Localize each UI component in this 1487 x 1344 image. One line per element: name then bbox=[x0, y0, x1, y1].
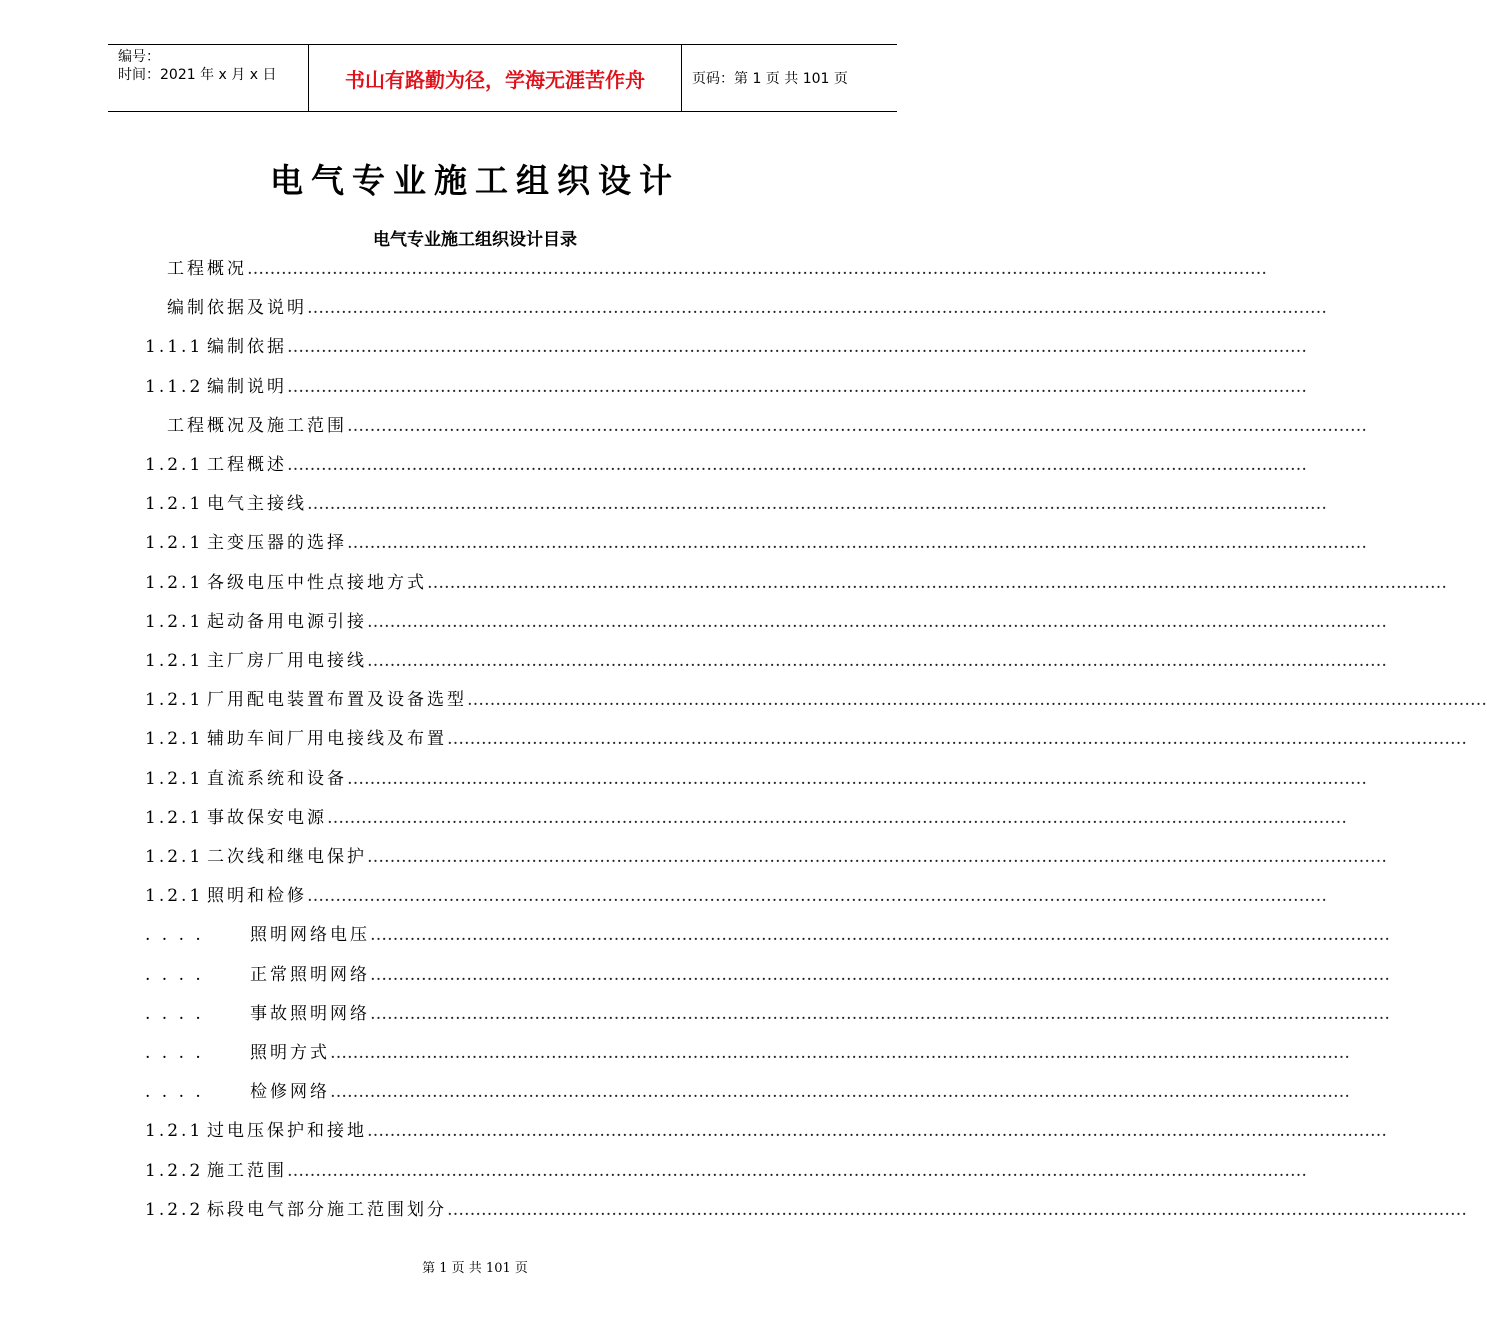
toc-entry-title: 工程概述 bbox=[207, 455, 287, 475]
toc-leader-dots: ……………………………………………………………………………………………………………………………………………………………… bbox=[370, 925, 1390, 946]
toc-leader-dots: ……………………………………………………………………………………………………………………………………………………………… bbox=[447, 1199, 1467, 1220]
document-title: 电气专业施工组织设计 bbox=[270, 161, 680, 200]
toc-entry-title: 照明方式 bbox=[250, 1043, 330, 1063]
toc-leader-dots: ……………………………………………………………………………………………………………………………………………………………… bbox=[347, 533, 1367, 554]
toc-entry bbox=[145, 843, 1387, 871]
toc-entry bbox=[145, 529, 1367, 557]
toc-entry-number: 1.2.1 bbox=[145, 690, 204, 711]
toc-entry-title: 施工范围 bbox=[207, 1160, 287, 1181]
toc-entry bbox=[145, 647, 1387, 675]
toc-entry-title: 过电压保护和接地 bbox=[207, 1121, 367, 1142]
toc-leader-dots: ……………………………………………………………………………………………………………………………………………………………… bbox=[330, 1082, 1350, 1103]
toc-leader-dots: ……………………………………………………………………………………………………………………………………………………………… bbox=[287, 455, 1307, 475]
toc-entry-number: 1.1.1 bbox=[145, 337, 204, 358]
toc-entry bbox=[145, 373, 1307, 401]
toc-leader-dots: ……………………………………………………………………………………………………………………………………………………………… bbox=[370, 964, 1390, 985]
toc-entry-title: 直流系统和设备 bbox=[207, 768, 347, 789]
toc-entry bbox=[145, 608, 1387, 636]
toc-leader-dots: ……………………………………………………………………………………………………………………………………………………………… bbox=[307, 298, 1327, 319]
toc-entry bbox=[145, 569, 1447, 597]
toc-entry-number: 1.2.1 bbox=[145, 651, 204, 671]
toc-leader-dots: ……………………………………………………………………………………………………………………………………………………………… bbox=[467, 690, 1487, 711]
toc-entry bbox=[145, 412, 1367, 440]
toc-entry-number: 1.2.1 bbox=[145, 1121, 204, 1142]
toc-entry bbox=[145, 451, 1307, 479]
toc-entry-title: 各级电压中性点接地方式 bbox=[207, 572, 427, 593]
toc-leader-dots: ……………………………………………………………………………………………………………………………………………………………… bbox=[367, 847, 1387, 867]
toc-entry-number: 1.2.1 bbox=[145, 533, 204, 554]
header-meta bbox=[108, 45, 308, 111]
toc-entry bbox=[145, 333, 1307, 361]
toc-leader-dots: ……………………………………………………………………………………………………………………………………………………………… bbox=[447, 729, 1467, 750]
toc-entry bbox=[145, 1117, 1387, 1145]
toc-leader-dots: ……………………………………………………………………………………………………………………………………………………………… bbox=[347, 768, 1367, 789]
header-motto: 书山有路勤为径，学海无涯苦作舟 bbox=[308, 45, 682, 111]
toc-entry bbox=[145, 294, 1327, 322]
toc-entry-title: 起动备用电源引接 bbox=[207, 611, 367, 632]
toc-entry bbox=[145, 804, 1347, 832]
toc-leader-dots: ……………………………………………………………………………………………………………………………………………………………… bbox=[327, 807, 1347, 828]
toc-entry-title: 编制依据及说明 bbox=[167, 298, 307, 319]
toc-entry bbox=[145, 255, 1267, 283]
toc-entry-number: 1.2.1 bbox=[145, 455, 204, 475]
toc-entry-number: 1.2.1 bbox=[145, 807, 204, 828]
toc-entry-title: 编制依据 bbox=[207, 337, 287, 358]
toc-entry-number: 1.2.1 bbox=[145, 611, 204, 632]
toc-entry-title: 照明网络电压 bbox=[250, 925, 370, 946]
toc-leader-dots: ……………………………………………………………………………………………………………………………………………………………… bbox=[367, 651, 1387, 671]
toc-entry-title: 辅助车间厂用电接线及布置 bbox=[207, 729, 447, 750]
page-header bbox=[108, 44, 897, 112]
toc-entry-title: 正常照明网络 bbox=[250, 964, 370, 985]
toc-entry bbox=[145, 765, 1367, 793]
toc-entry-number: . . . . bbox=[145, 1043, 204, 1063]
number-label: 编号： bbox=[118, 49, 160, 65]
toc-entry-number: . . . . bbox=[145, 925, 204, 946]
toc-entry-title: 二次线和继电保护 bbox=[207, 847, 367, 867]
toc-heading: 电气专业施工组织设计目录 bbox=[373, 230, 577, 250]
toc-entry-title: 检修网络 bbox=[250, 1082, 330, 1103]
toc-entry bbox=[145, 1196, 1467, 1224]
toc-leader-dots: ……………………………………………………………………………………………………………………………………………………………… bbox=[330, 1043, 1350, 1063]
toc-entry-number: 1.2.1 bbox=[145, 729, 204, 750]
toc-entry-title: 事故照明网络 bbox=[250, 1003, 370, 1024]
toc-entry bbox=[145, 961, 1390, 989]
toc-entry-title: 事故保安电源 bbox=[207, 807, 327, 828]
toc-entry bbox=[145, 921, 1390, 949]
toc-entry-number: 1.2.1 bbox=[145, 886, 204, 907]
toc-entry-number: 1.2.2 bbox=[145, 1160, 204, 1181]
toc-leader-dots: ……………………………………………………………………………………………………………………………………………………………… bbox=[367, 1121, 1387, 1142]
toc-leader-dots: ……………………………………………………………………………………………………………………………………………………………… bbox=[247, 259, 1267, 279]
toc-entry-title: 主厂房厂用电接线 bbox=[207, 651, 367, 671]
toc-leader-dots: ……………………………………………………………………………………………………………………………………………………………… bbox=[307, 886, 1327, 907]
toc-entry-number: 1.2.1 bbox=[145, 572, 204, 593]
toc-entry-number: 1.1.2 bbox=[145, 376, 204, 397]
toc-leader-dots: ……………………………………………………………………………………………………………………………………………………………… bbox=[427, 572, 1447, 593]
toc-entry-title: 厂用配电装置布置及设备选型 bbox=[207, 690, 467, 711]
toc-entry-title: 编制说明 bbox=[207, 376, 287, 397]
toc-entry-number: 1.2.2 bbox=[145, 1199, 204, 1220]
toc-entry-number: 1.2.1 bbox=[145, 494, 204, 515]
toc-entry-number: 1.2.1 bbox=[145, 847, 204, 867]
toc-entry-number: . . . . bbox=[145, 1003, 204, 1024]
toc-entry-title: 照明和检修 bbox=[207, 886, 307, 907]
toc-entry bbox=[145, 1039, 1350, 1067]
page-footer: 第 1 页 共 101 页 bbox=[422, 1261, 528, 1276]
toc-entry-title: 主变压器的选择 bbox=[207, 533, 347, 554]
toc-entry-number: 1.2.1 bbox=[145, 768, 204, 789]
toc-entry-title: 工程概况及施工范围 bbox=[167, 415, 347, 436]
toc-leader-dots: ……………………………………………………………………………………………………………………………………………………………… bbox=[370, 1003, 1390, 1024]
toc-entry-title: 电气主接线 bbox=[207, 494, 307, 515]
toc-entry bbox=[145, 1078, 1350, 1106]
toc-entry-title: 工程概况 bbox=[167, 259, 247, 279]
toc-leader-dots: ……………………………………………………………………………………………………………………………………………………………… bbox=[287, 337, 1307, 358]
toc-leader-dots: ……………………………………………………………………………………………………………………………………………………………… bbox=[367, 611, 1387, 632]
toc-entry bbox=[145, 882, 1327, 910]
toc-entry bbox=[145, 1157, 1307, 1185]
toc-leader-dots: ……………………………………………………………………………………………………………………………………………………………… bbox=[287, 1160, 1307, 1181]
toc-leader-dots: ……………………………………………………………………………………………………………………………………………………………… bbox=[347, 415, 1367, 436]
toc-leader-dots: ……………………………………………………………………………………………………………………………………………………………… bbox=[287, 376, 1307, 397]
toc-entry bbox=[145, 490, 1327, 518]
toc-entry bbox=[145, 725, 1467, 753]
toc-leader-dots: ……………………………………………………………………………………………………………………………………………………………… bbox=[307, 494, 1327, 515]
header-page-info: 页码：第 1 页 共 101 页 bbox=[692, 71, 848, 87]
toc-entry bbox=[145, 686, 1487, 714]
toc-entry-title: 标段电气部分施工范围划分 bbox=[207, 1199, 447, 1220]
toc-entry bbox=[145, 1000, 1390, 1028]
time-label: 时间：2021 年 x 月 x 日 bbox=[118, 67, 277, 83]
toc-entry-number: . . . . bbox=[145, 964, 204, 985]
toc-entry-number: . . . . bbox=[145, 1082, 204, 1103]
